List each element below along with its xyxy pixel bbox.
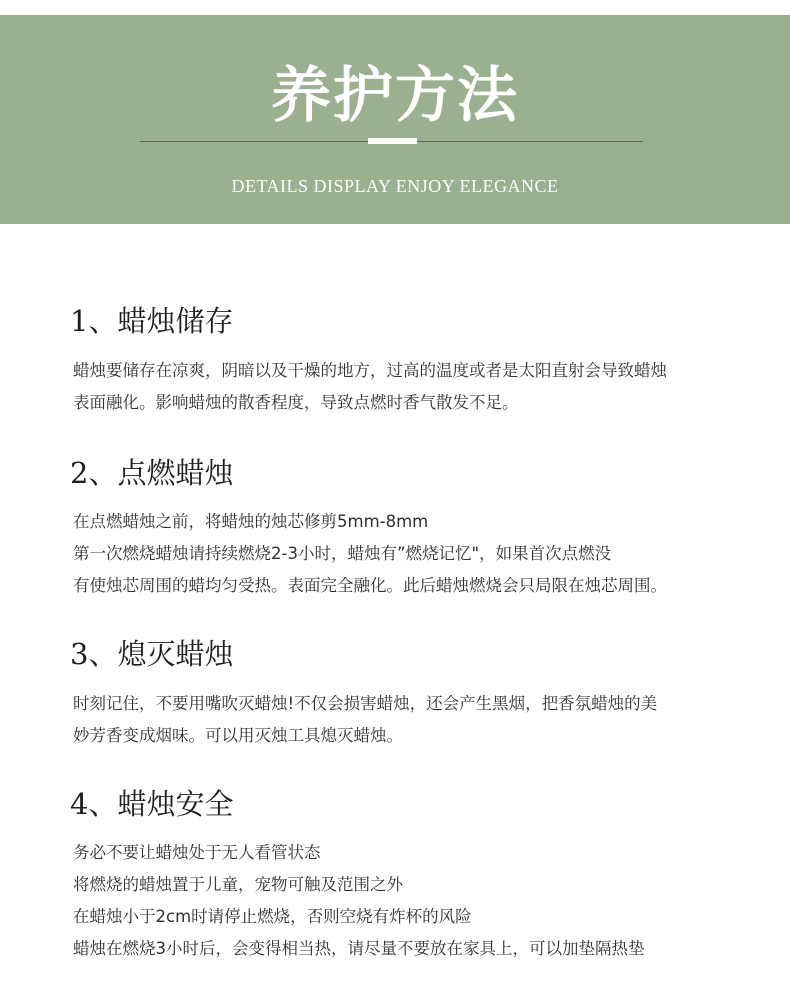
section-lighting	[70, 453, 750, 602]
section-heading: 3、熄灭蜡烛	[70, 637, 234, 671]
section-body	[70, 837, 750, 965]
body-line: 在点燃蜡烛之前，将蜡烛的烛芯修剪5mm-8mm	[73, 512, 429, 531]
section-body	[70, 688, 750, 752]
body-line: 在蜡烛小于2cm时请停止燃烧，否则空烧有炸杯的风险	[73, 907, 472, 926]
body-line: 务必不要让蜡烛处于无人看管状态	[73, 843, 321, 862]
body-line: 妙芳香变成烟味。可以用灭烛工具熄灭蜡烛。	[73, 726, 403, 745]
body-line: 时刻记住，不要用嘴吹灭蜡烛!不仅会损害蜡烛，还会产生黑烟，把香氛蜡烛的美	[73, 694, 658, 713]
header-banner	[0, 15, 790, 224]
page-title: 养护方法	[271, 61, 519, 131]
page-subtitle: DETAILS DISPLAY ENJOY ELEGANCE	[231, 176, 559, 196]
section-heading: 2、点燃蜡烛	[70, 456, 234, 490]
section-body	[70, 506, 750, 602]
section-body	[70, 355, 750, 419]
section-heading: 1、蜡烛储存	[70, 304, 234, 338]
body-line: 将燃烧的蜡烛置于儿童，宠物可触及范围之外	[73, 875, 403, 894]
section-extinguishing	[70, 634, 750, 752]
section-storage	[70, 301, 750, 419]
body-line: 第一次燃烧蜡烛请持续燃烧2-3小时，蜡烛有”燃烧记忆"，如果首次点燃没	[73, 544, 612, 563]
body-line: 蜡烛要储存在凉爽，阴暗以及干燥的地方，过高的温度或者是太阳直射会导致蜡烛	[73, 361, 667, 380]
section-heading: 4、蜡烛安全	[70, 787, 234, 821]
body-line: 蜡烛在燃烧3小时后，会变得相当热，请尽量不要放在家具上，可以加垫隔热垫	[73, 939, 645, 958]
body-line: 有使烛芯周围的蜡均匀受热。表面完全融化。此后蜡烛燃烧会只局限在烛芯周围。	[73, 576, 667, 595]
section-safety	[70, 784, 750, 965]
divider-accent	[368, 138, 417, 144]
body-line: 表面融化。影响蜡烛的散香程度，导致点燃时香气散发不足。	[73, 393, 519, 412]
